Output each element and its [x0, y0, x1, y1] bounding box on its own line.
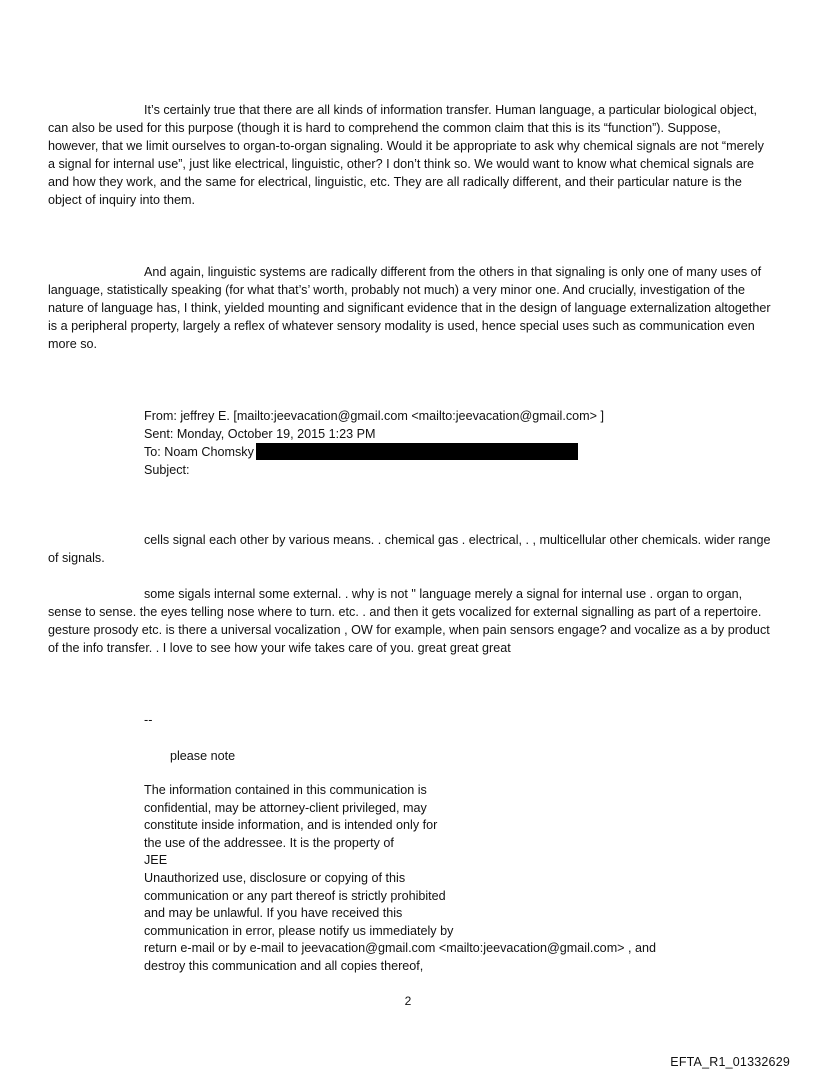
confidentiality-disclaimer	[144, 782, 656, 976]
signature-note: please note	[170, 749, 236, 763]
body-paragraph-2: And again, linguistic systems are radically different from the others in that signaling is only one of many uses of language, statistically speaking (for what that’s’ worth, probably not much) a very minor one. And crucially, investigation of the nature of language has, I think, yielded mounting and significant evidence that in the design of language externalization altogether is a peripheral property, largely a reflex of whatever sensory modality is used, hence special uses such as communication even more so.	[48, 265, 771, 351]
disclaimer-line: the use of the addressee. It is the property of	[144, 835, 394, 850]
disclaimer-line: Unauthorized use, disclosure or copying of this	[144, 870, 406, 885]
redaction-box	[256, 443, 578, 460]
body-paragraph-1: It’s certainly true that there are all kinds of information transfer. Human language, a particular biological object, can also be used for this purpose (though it is hard to comprehend the common claim that this is its “function”). Suppose, however, that we limit ourselves to organ-to-organ signaling. Would it be appropriate to ask why chemical signals are not “merely a signal for internal use”, just like electrical, linguistic, other? I don’t think so. We would want to know what chemical signals are and how they work, and the same for electrical, linguistic, etc. They are all radically different, and their particular nature is the object of inquiry into them.	[48, 103, 764, 207]
email-sent-line: Sent: Monday, October 19, 2015 1:23 PM	[144, 427, 376, 441]
email-to-line	[144, 443, 604, 461]
signature-separator: --	[144, 713, 153, 727]
email-to-text: To: Noam Chomsky	[144, 445, 254, 459]
disclaimer-line: confidential, may be attorney-client privileged, may	[144, 800, 427, 815]
email-subject-line: Subject:	[144, 463, 190, 477]
quoted-paragraph-2: some sigals internal some external. . why is not " language merely a signal for internal use . organ to organ, sense to sense. the eyes telling nose where to turn. etc. . and then it gets vocalized for external signalling as part of a repertoire. gesture prosody etc. is there a universal vocalization , OW for example, when pain sensors engage? and vocalize as a by product of the info transfer. . I love to see how your wife takes care of you. great great great	[48, 587, 770, 655]
document-id-stamp: EFTA_R1_01332629	[670, 1055, 790, 1069]
quoted-paragraph-1: cells signal each other by various means. . chemical gas . electrical, . , multicellular other chemicals. wider range of signals.	[48, 533, 771, 565]
disclaimer-line: and may be unlawful. If you have received this	[144, 906, 403, 921]
disclaimer-line: constitute inside information, and is intended only for	[144, 818, 438, 833]
disclaimer-line: JEE	[144, 853, 168, 868]
disclaimer-line: communication in error, please notify us immediately by	[144, 923, 454, 938]
page-number: 2	[404, 994, 412, 1008]
disclaimer-line: communication or any part thereof is strictly prohibited	[144, 888, 446, 903]
email-from-line: From: jeffrey E. [mailto:jeevacation@gmail.com <mailto:jeevacation@gmail.com> ]	[144, 409, 604, 423]
disclaimer-line: destroy this communication and all copies thereof,	[144, 958, 424, 973]
disclaimer-line: The information contained in this communication is	[144, 783, 427, 797]
disclaimer-line: return e-mail or by e-mail to jeevacation@gmail.com <mailto:jeevacation@gmail.com> , and	[144, 941, 657, 956]
email-header	[144, 407, 604, 479]
